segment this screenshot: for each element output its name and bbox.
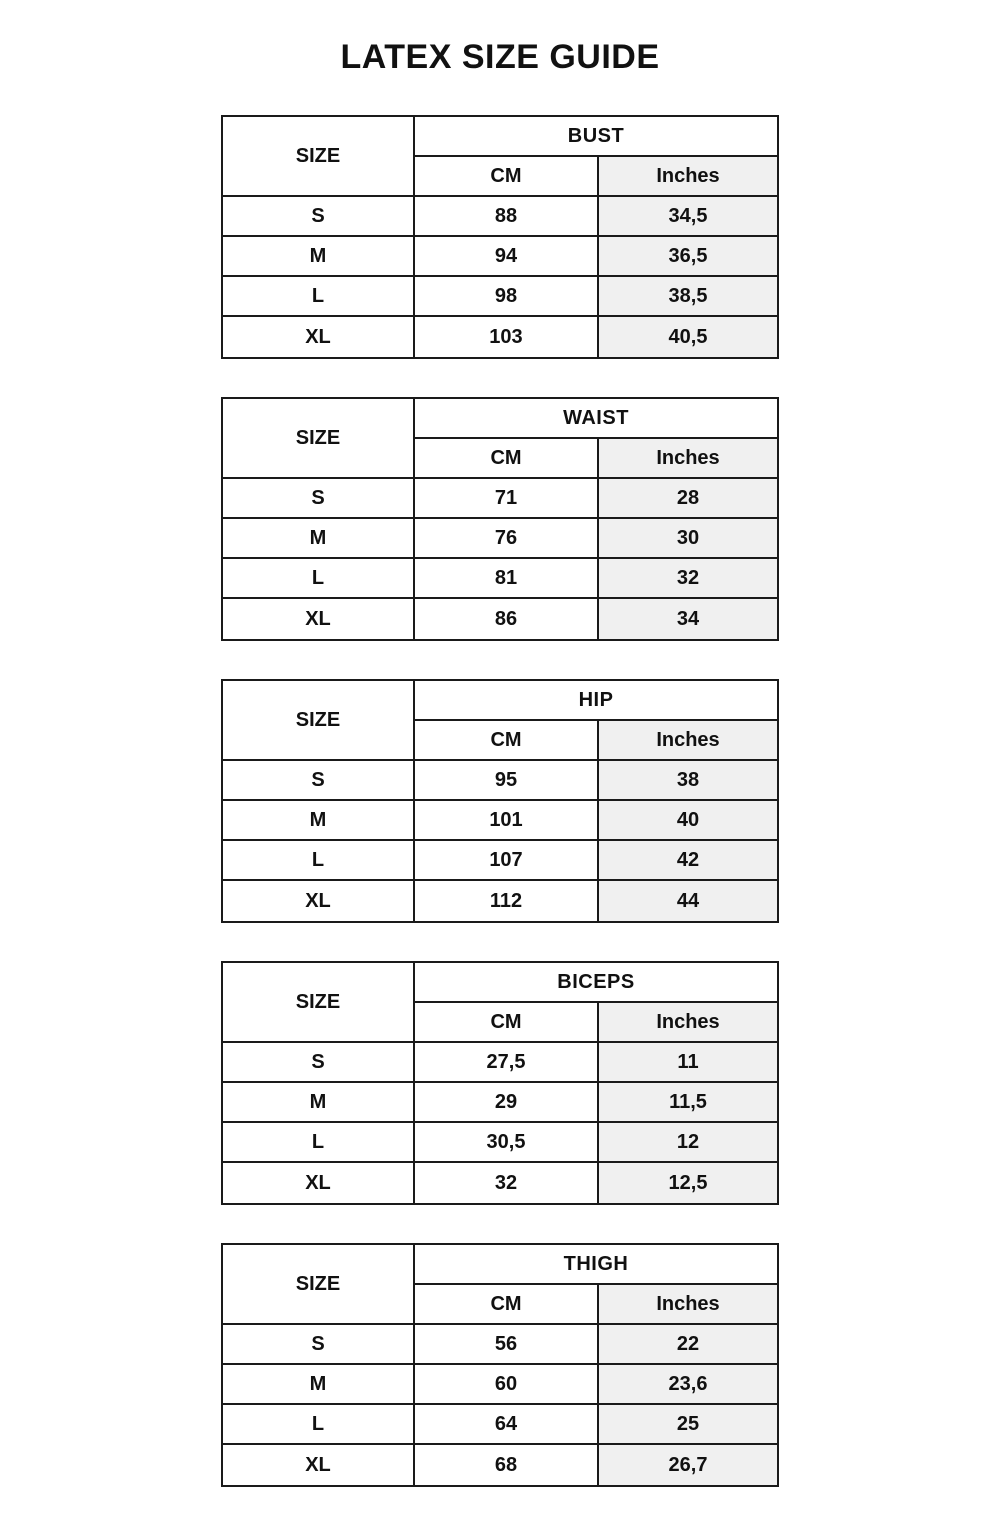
- cell-size: L: [222, 276, 414, 316]
- cell-inches: 34,5: [598, 196, 778, 236]
- header-inches: Inches: [598, 156, 778, 196]
- table-header-row: [222, 962, 778, 1002]
- cell-cm: 112: [414, 880, 598, 922]
- header-cm: CM: [414, 156, 598, 196]
- table-row: [222, 518, 778, 558]
- header-cm: CM: [414, 720, 598, 760]
- cell-size: L: [222, 1404, 414, 1444]
- table-row: [222, 1162, 778, 1204]
- table-row: [222, 1042, 778, 1082]
- cell-inches: 34: [598, 598, 778, 640]
- cell-cm: 68: [414, 1444, 598, 1486]
- table-row: [222, 1364, 778, 1404]
- cell-size: S: [222, 1324, 414, 1364]
- table-row: [222, 558, 778, 598]
- header-cm: CM: [414, 1002, 598, 1042]
- cell-inches: 40,5: [598, 316, 778, 358]
- cell-cm: 27,5: [414, 1042, 598, 1082]
- cell-size: L: [222, 1122, 414, 1162]
- header-measurement: WAIST: [414, 398, 778, 438]
- size-table: [221, 397, 779, 641]
- header-size: SIZE: [222, 398, 414, 478]
- cell-size: XL: [222, 1162, 414, 1204]
- size-guide-page: [0, 38, 1000, 1538]
- cell-cm: 95: [414, 760, 598, 800]
- table-row: [222, 598, 778, 640]
- cell-size: L: [222, 840, 414, 880]
- cell-cm: 86: [414, 598, 598, 640]
- header-measurement: BICEPS: [414, 962, 778, 1002]
- cell-size: M: [222, 1082, 414, 1122]
- cell-size: M: [222, 1364, 414, 1404]
- size-table: [221, 961, 779, 1205]
- cell-size: S: [222, 1042, 414, 1082]
- cell-cm: 32: [414, 1162, 598, 1204]
- cell-cm: 60: [414, 1364, 598, 1404]
- cell-cm: 71: [414, 478, 598, 518]
- cell-inches: 38: [598, 760, 778, 800]
- table-row: [222, 316, 778, 358]
- table-header-row: [222, 398, 778, 438]
- cell-size: XL: [222, 316, 414, 358]
- cell-size: M: [222, 236, 414, 276]
- cell-size: S: [222, 196, 414, 236]
- table-row: [222, 236, 778, 276]
- cell-cm: 107: [414, 840, 598, 880]
- cell-size: L: [222, 558, 414, 598]
- cell-inches: 40: [598, 800, 778, 840]
- size-table: [221, 115, 779, 359]
- page-title: LATEX SIZE GUIDE: [340, 38, 660, 76]
- header-inches: Inches: [598, 1002, 778, 1042]
- header-inches: Inches: [598, 438, 778, 478]
- cell-size: M: [222, 800, 414, 840]
- table-row: [222, 840, 778, 880]
- table-row: [222, 1122, 778, 1162]
- cell-size: XL: [222, 1444, 414, 1486]
- table-row: [222, 1324, 778, 1364]
- cell-cm: 30,5: [414, 1122, 598, 1162]
- header-inches: Inches: [598, 720, 778, 760]
- cell-inches: 25: [598, 1404, 778, 1444]
- cell-inches: 26,7: [598, 1444, 778, 1486]
- table-row: [222, 880, 778, 922]
- header-cm: CM: [414, 1284, 598, 1324]
- cell-cm: 81: [414, 558, 598, 598]
- cell-inches: 30: [598, 518, 778, 558]
- cell-size: M: [222, 518, 414, 558]
- cell-size: S: [222, 478, 414, 518]
- cell-cm: 64: [414, 1404, 598, 1444]
- cell-size: XL: [222, 598, 414, 640]
- cell-cm: 101: [414, 800, 598, 840]
- table-row: [222, 800, 778, 840]
- cell-cm: 76: [414, 518, 598, 558]
- cell-inches: 42: [598, 840, 778, 880]
- cell-inches: 12: [598, 1122, 778, 1162]
- header-size: SIZE: [222, 116, 414, 196]
- size-table: [221, 1243, 779, 1487]
- table-row: [222, 1444, 778, 1486]
- cell-inches: 44: [598, 880, 778, 922]
- table-row: [222, 196, 778, 236]
- cell-inches: 11,5: [598, 1082, 778, 1122]
- table-row: [222, 478, 778, 518]
- header-size: SIZE: [222, 1244, 414, 1324]
- cell-inches: 28: [598, 478, 778, 518]
- size-tables-container: [0, 115, 1000, 1487]
- cell-inches: 23,6: [598, 1364, 778, 1404]
- cell-cm: 88: [414, 196, 598, 236]
- header-measurement: HIP: [414, 680, 778, 720]
- header-measurement: BUST: [414, 116, 778, 156]
- table-header-row: [222, 680, 778, 720]
- table-row: [222, 276, 778, 316]
- header-inches: Inches: [598, 1284, 778, 1324]
- header-cm: CM: [414, 438, 598, 478]
- table-header-row: [222, 116, 778, 156]
- cell-cm: 29: [414, 1082, 598, 1122]
- cell-inches: 38,5: [598, 276, 778, 316]
- header-size: SIZE: [222, 680, 414, 760]
- cell-cm: 98: [414, 276, 598, 316]
- cell-inches: 12,5: [598, 1162, 778, 1204]
- cell-inches: 22: [598, 1324, 778, 1364]
- cell-inches: 11: [598, 1042, 778, 1082]
- cell-inches: 36,5: [598, 236, 778, 276]
- cell-size: XL: [222, 880, 414, 922]
- table-header-row: [222, 1244, 778, 1284]
- table-row: [222, 1404, 778, 1444]
- cell-cm: 103: [414, 316, 598, 358]
- size-table: [221, 679, 779, 923]
- table-row: [222, 1082, 778, 1122]
- cell-inches: 32: [598, 558, 778, 598]
- cell-size: S: [222, 760, 414, 800]
- table-row: [222, 760, 778, 800]
- cell-cm: 94: [414, 236, 598, 276]
- header-measurement: THIGH: [414, 1244, 778, 1284]
- cell-cm: 56: [414, 1324, 598, 1364]
- header-size: SIZE: [222, 962, 414, 1042]
